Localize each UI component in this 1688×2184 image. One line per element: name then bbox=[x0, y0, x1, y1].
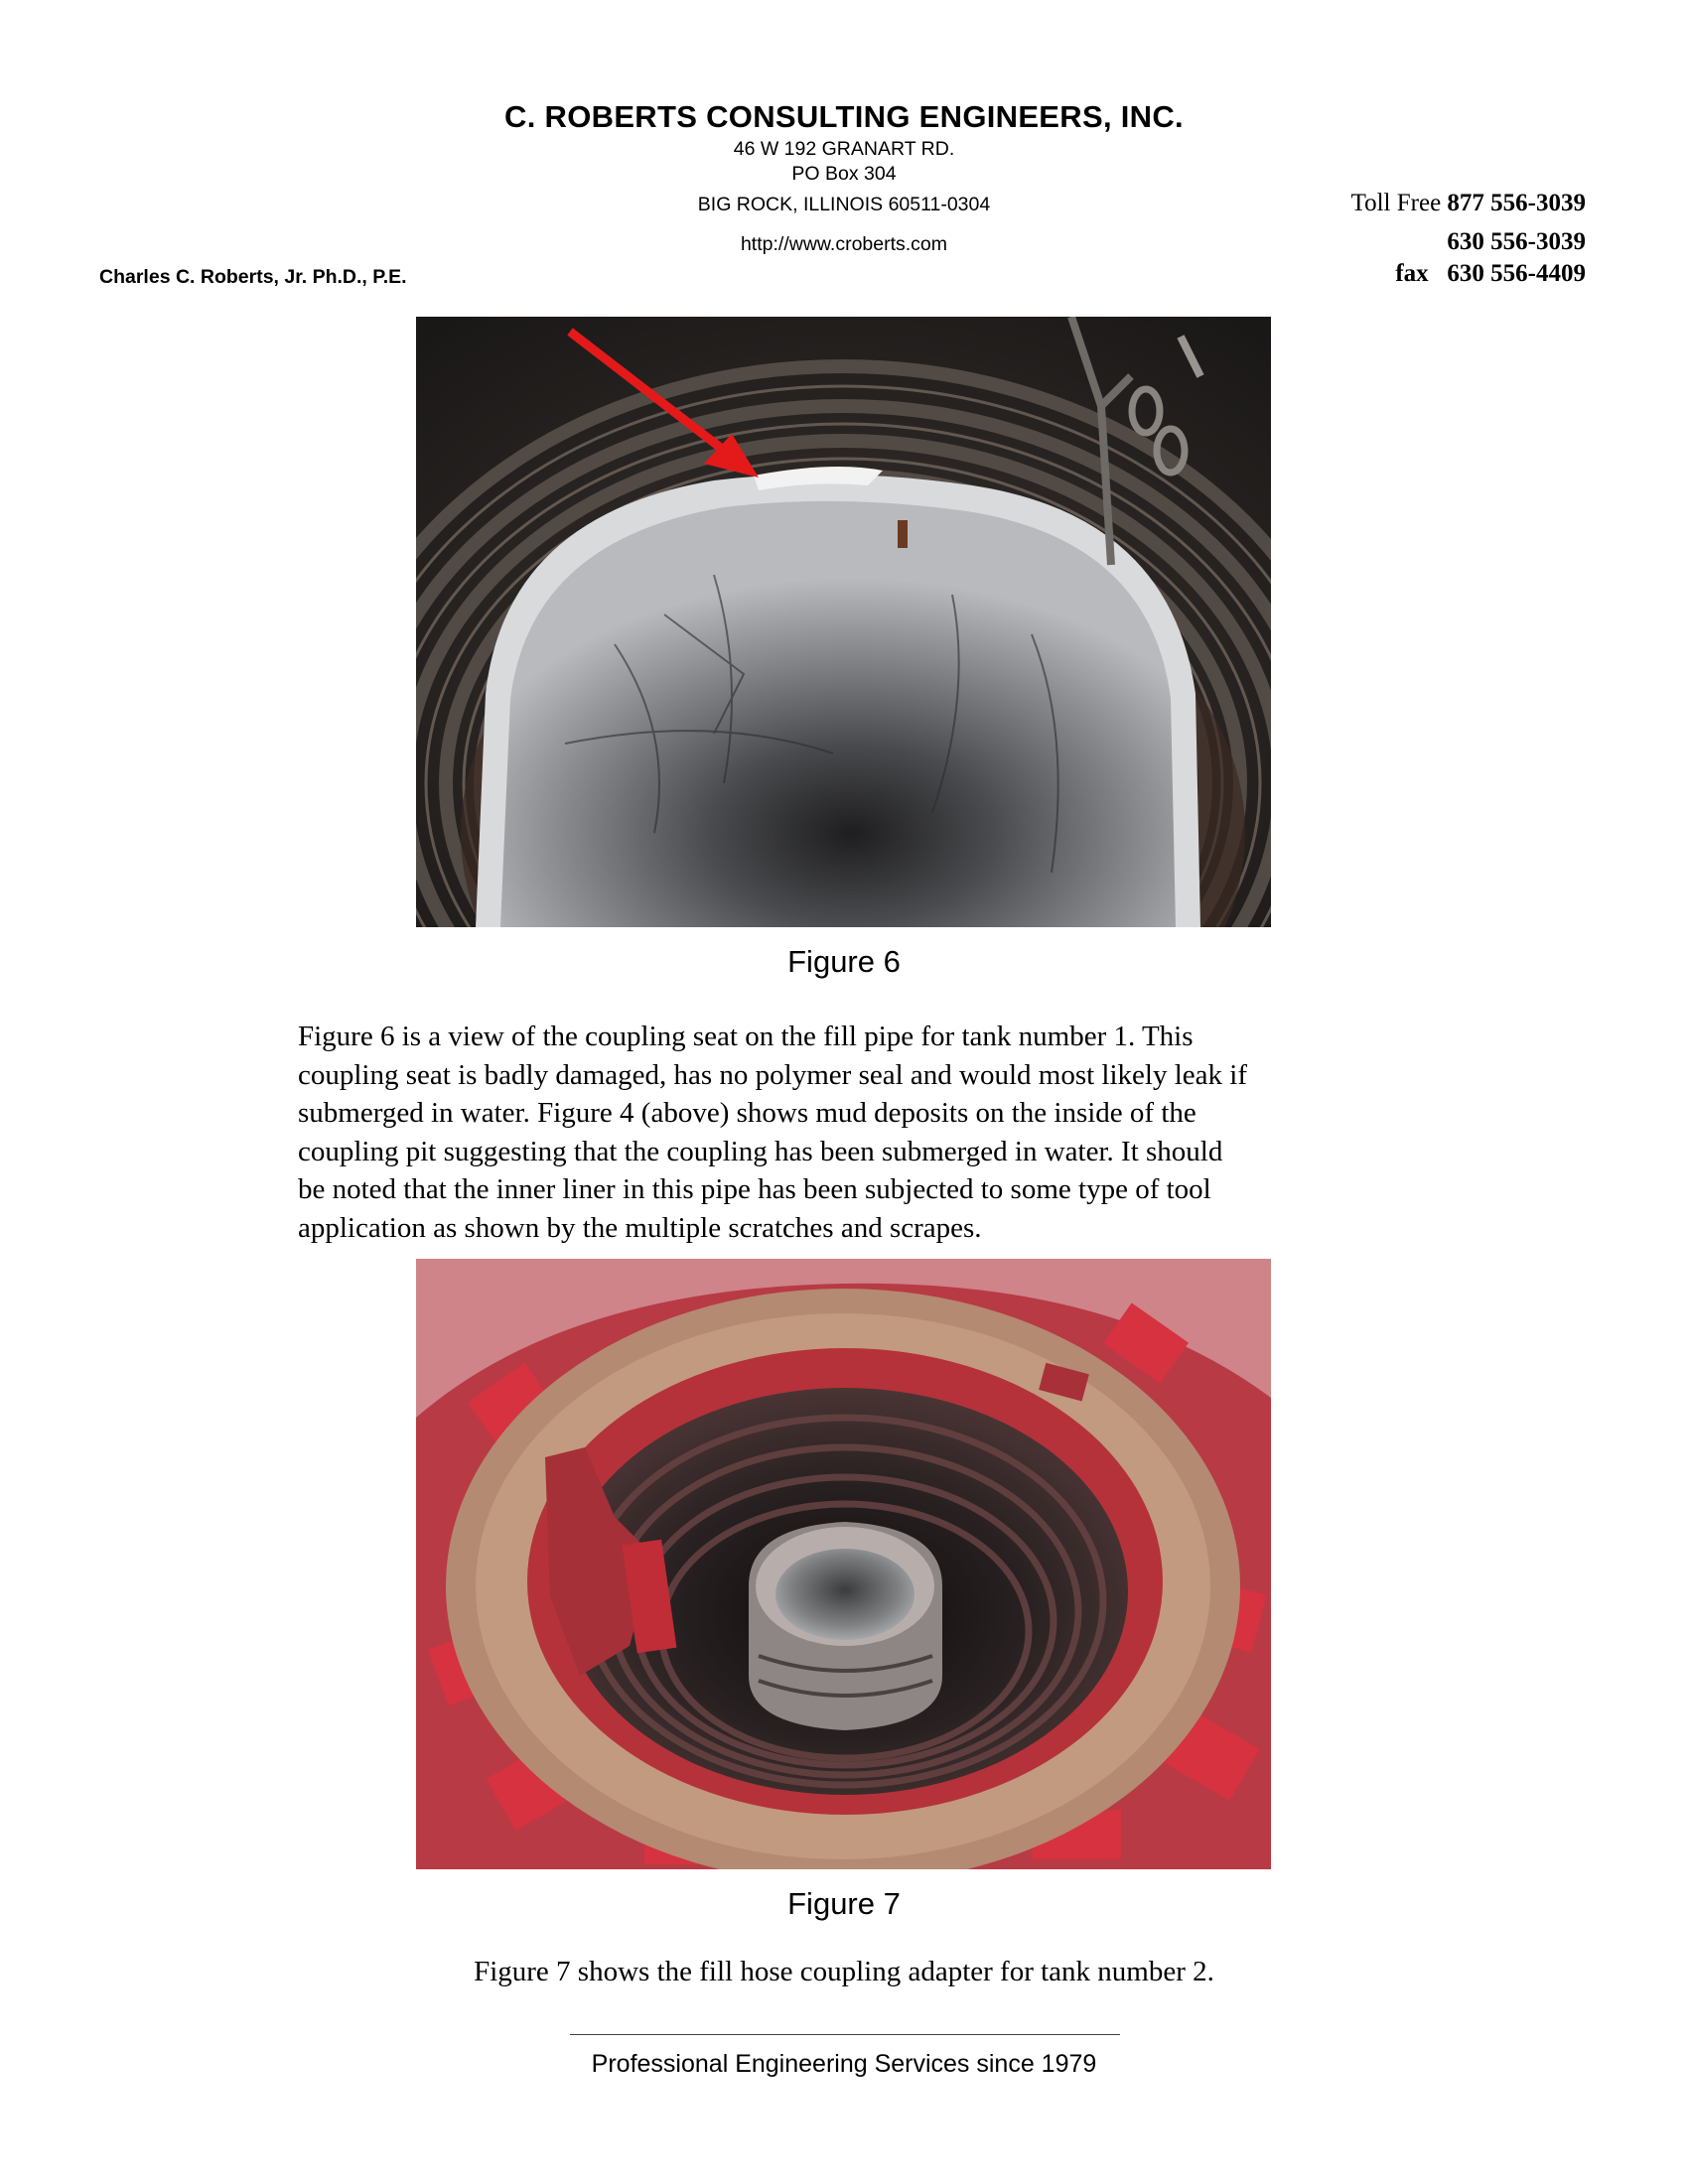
fax-phone bbox=[1395, 260, 1586, 288]
website-link[interactable]: http://www.croberts.com bbox=[740, 233, 948, 255]
figure-7-description: Figure 7 shows the fill hose coupling adapter for tank number 2. bbox=[474, 1956, 1214, 1987]
company-name: C. ROBERTS CONSULTING ENGINEERS, INC. bbox=[504, 99, 1184, 134]
figure-7-caption: Figure 7 bbox=[787, 1886, 901, 1921]
footer-divider bbox=[570, 2034, 1120, 2035]
description-line: application as shown by the multiple scratches and scrapes. bbox=[298, 1211, 982, 1244]
figure-6-description bbox=[298, 1018, 1400, 1247]
toll-free-label: Toll Free bbox=[1350, 190, 1442, 216]
fax-label: fax bbox=[1395, 260, 1429, 287]
figure-6-photo bbox=[416, 317, 1271, 927]
address-city: BIG ROCK, ILLINOIS 60511-0304 bbox=[697, 194, 991, 215]
description-line: be noted that the inner liner in this pipe has been subjected to some type of tool bbox=[298, 1173, 1211, 1205]
figure-7-photo bbox=[416, 1259, 1271, 1869]
toll-free-number: 877 556-3039 bbox=[1447, 190, 1586, 216]
fax-number: 630 556-4409 bbox=[1447, 260, 1586, 287]
toll-free-phone bbox=[1351, 190, 1586, 217]
figure-7-image bbox=[416, 1259, 1271, 1869]
description-line: submerged in water. Figure 4 (above) shows mud deposits on the inside of the bbox=[298, 1097, 1196, 1129]
description-line: coupling seat is badly damaged, has no polymer seal and would most likely leak if bbox=[298, 1058, 1247, 1091]
description-line: coupling pit suggesting that the coupling has been submerged in water. It should bbox=[298, 1135, 1223, 1167]
office-phone bbox=[1447, 228, 1586, 256]
description-line: Figure 6 is a view of the coupling seat on the fill pipe for tank number 1. This bbox=[298, 1021, 1194, 1052]
office-phone-number: 630 556-3039 bbox=[1447, 228, 1586, 255]
author-name: Charles C. Roberts, Jr. Ph.D., P.E. bbox=[99, 266, 407, 288]
figure-6-caption: Figure 6 bbox=[787, 944, 901, 979]
footer-tagline: Professional Engineering Services since 1979 bbox=[591, 2050, 1097, 2078]
figure-6-image bbox=[416, 317, 1271, 927]
address-street: 46 W 192 GRANART RD. bbox=[733, 138, 955, 160]
address-po-box: PO Box 304 bbox=[791, 163, 897, 185]
